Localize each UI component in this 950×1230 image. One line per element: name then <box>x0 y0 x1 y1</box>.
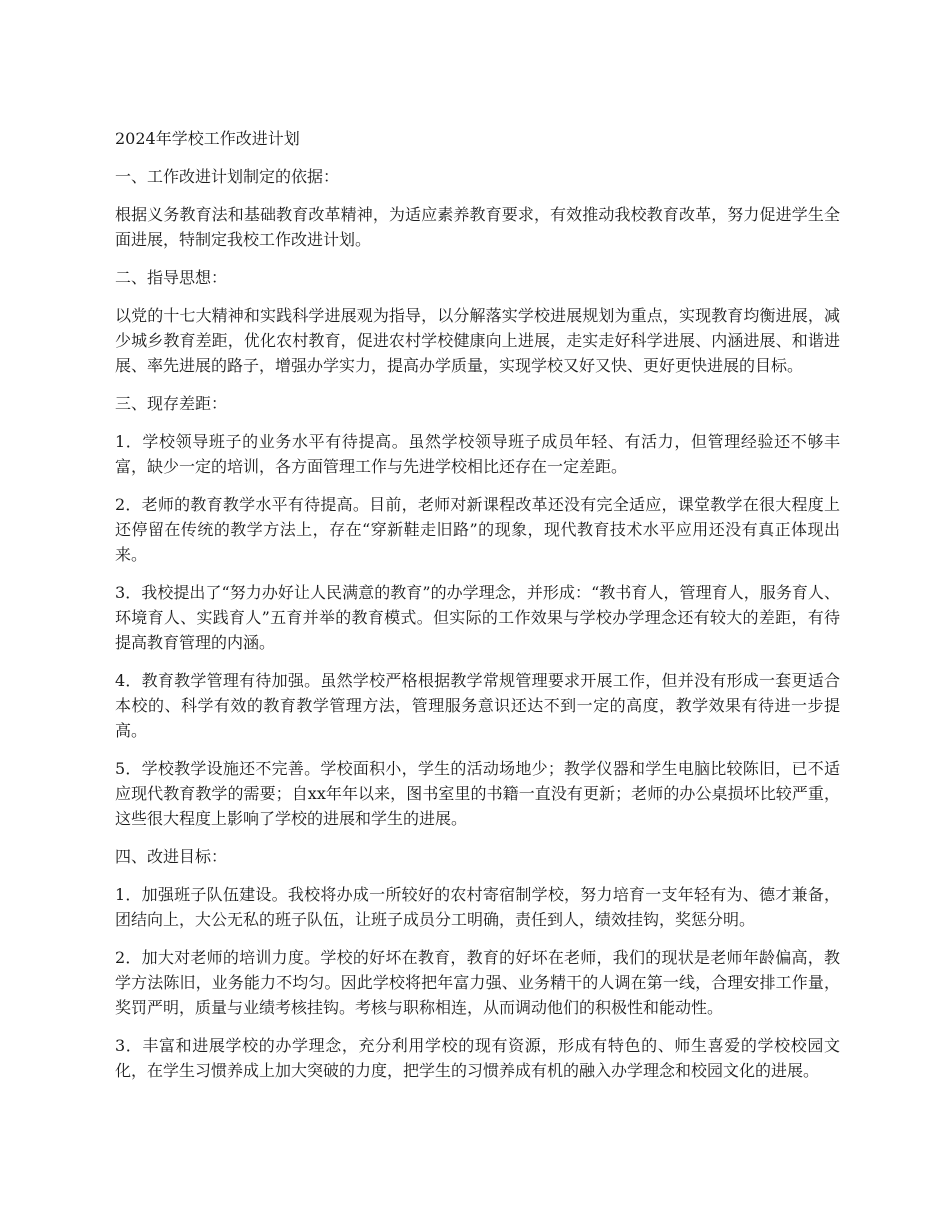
section-body-guiding-ideology: 以党的十七大精神和实践科学进展观为指导，以分解落实学校进展规划为重点，实现教育均衡进展，减少城乡教育差距，优化农村教育，促进农村学校健康向上进展，走实走好科学进展、内涵进展、和谐进展、率先进展的路子，增强办学实力，提高办学质量，实现学校又好又快、更好更快进展的目标。 <box>115 306 840 375</box>
section-heading-improvement-goals: 四、改进目标： <box>115 847 228 866</box>
section-body-basis: 根据义务教育法和基础教育改革精神，为适应素养教育要求，有效推动我校教育改革，努力促进学生全面进展，特制定我校工作改进计划。 <box>115 205 840 249</box>
goal-item: 2．加大对老师的培训力度。学校的好坏在教育，教育的好坏在老师，我们的现状是老师年龄偏高，教学方法陈旧，业务能力不均匀。因此学校将把年富力强、业务精干的人调在第一线，合理安排工作量，奖罚严明，质量与业绩考核挂钩。考核与职称相连，从而调动他们的积极性和能动性。 <box>115 948 840 1017</box>
section-heading-basis: 一、工作改进计划制定的依据： <box>115 167 340 186</box>
document-body <box>115 126 840 1096</box>
goal-item: 3．丰富和进展学校的办学理念，充分利用学校的现有资源，形成有特色的、师生喜爱的学校校园文化，在学生习惯养成上加大突破的力度，把学生的习惯养成有机的融入办学理念和校园文化的进展。 <box>115 1036 840 1080</box>
section-heading-existing-gaps: 三、现存差距： <box>115 394 228 413</box>
gap-item: 1．学校领导班子的业务水平有待提高。虽然学校领导班子成员年轻、有活力，但管理经验还不够丰富，缺少一定的培训，各方面管理工作与先进学校相比还存在一定差距。 <box>115 432 840 476</box>
gap-item: 4．教育教学管理有待加强。虽然学校严格根据教学常规管理要求开展工作，但并没有形成一套更适合本校的、科学有效的教育教学管理方法，管理服务意识还达不到一定的高度，教学效果有待进一步提高。 <box>115 671 840 740</box>
document-title: 2024年学校工作改进计划 <box>115 129 300 148</box>
section-heading-guiding-ideology: 二、指导思想： <box>115 268 228 287</box>
gap-item: 5．学校教学设施还不完善。学校面积小，学生的活动场地少；教学仪器和学生电脑比较陈旧，已不适应现代教育教学的需要；自xx年年以来，图书室里的书籍一直没有更新；老师的办公桌损坏比较严重，这些很大程度上影响了学校的进展和学生的进展。 <box>115 759 840 828</box>
goal-item: 1．加强班子队伍建设。我校将办成一所较好的农村寄宿制学校，努力培育一支年轻有为、德才兼备，团结向上，大公无私的班子队伍，让班子成员分工明确，责任到人，绩效挂钩，奖惩分明。 <box>115 885 840 929</box>
gap-item: 3．我校提出了“努力办好让人民满意的教育”的办学理念，并形成：“教书育人，管理育人，服务育人、环境育人、实践育人”五育并举的教育模式。但实际的工作效果与学校办学理念还有较大的差距，有待提高教育管理的内涵。 <box>115 583 840 652</box>
gap-item: 2．老师的教育教学水平有待提高。目前，老师对新课程改革还没有完全适应，课堂教学在很大程度上还停留在传统的教学方法上，存在“穿新鞋走旧路”的现象，现代教育技术水平应用还没有真正体现出来。 <box>115 495 840 564</box>
